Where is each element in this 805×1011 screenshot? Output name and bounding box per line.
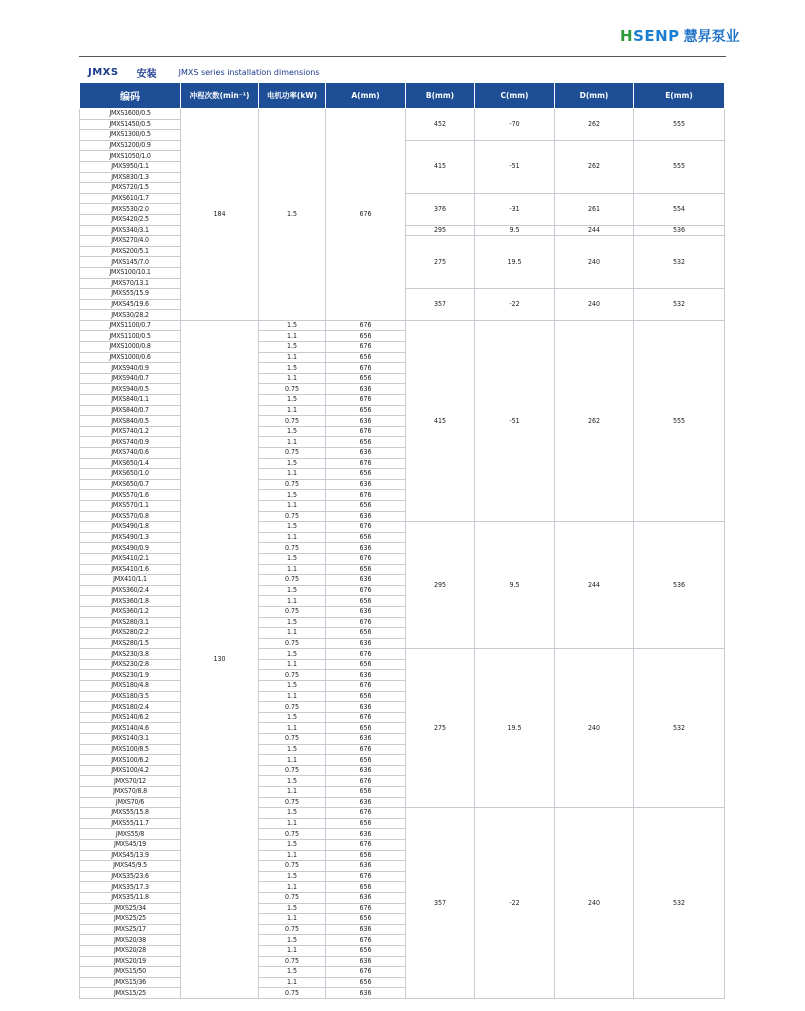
power-cell: 0.75 — [259, 416, 326, 427]
g1-dim-b: 357 — [406, 289, 475, 321]
g1-dim-b: 275 — [406, 236, 475, 289]
model-code-cell: JMXS570/1.6 — [80, 490, 181, 501]
power-cell: 1.1 — [259, 331, 326, 342]
stroke-cell: 130 — [181, 320, 259, 998]
dim-a-cell: 636 — [326, 829, 406, 840]
dim-a-cell: 636 — [326, 511, 406, 522]
power-cell: 1.5 — [259, 776, 326, 787]
model-code-cell: JMXS230/3.8 — [80, 649, 181, 660]
col-header-c: C(mm) — [475, 83, 555, 109]
model-code-cell: JMXS1000/0.8 — [80, 342, 181, 353]
model-code-cell: JMXS20/28 — [80, 945, 181, 956]
power-cell: 1.1 — [259, 755, 326, 766]
model-code-cell: JMXS180/2.4 — [80, 702, 181, 713]
dim-a-cell: 636 — [326, 448, 406, 459]
dim-a-cell: 656 — [326, 723, 406, 734]
model-code-cell: JMXS740/1.2 — [80, 426, 181, 437]
power-cell: 0.75 — [259, 797, 326, 808]
dim-a-cell: 636 — [326, 543, 406, 554]
model-code-cell: JMXS1450/0.5 — [80, 119, 181, 130]
power-cell: 1.5 — [259, 839, 326, 850]
dim-a-cell: 676 — [326, 342, 406, 353]
dim-a-cell: 676 — [326, 935, 406, 946]
model-code-cell: JMXS140/3.1 — [80, 734, 181, 745]
model-code-cell: JMXS1300/0.5 — [80, 130, 181, 141]
power-cell: 0.75 — [259, 448, 326, 459]
model-code-cell: JMXS830/1.3 — [80, 172, 181, 183]
col-header-a: A(mm) — [326, 83, 406, 109]
dim-a-cell: 636 — [326, 606, 406, 617]
dim-a-cell: 636 — [326, 988, 406, 999]
model-code-cell: JMXS35/23.6 — [80, 871, 181, 882]
model-code-cell: JMXS950/1.1 — [80, 161, 181, 172]
dim-a-cell: 676 — [326, 617, 406, 628]
power-cell: 0.75 — [259, 575, 326, 586]
model-code-cell: JMXS30/28.2 — [80, 310, 181, 321]
g1-dim-b: 376 — [406, 193, 475, 225]
g1-dim-d: 244 — [555, 225, 634, 236]
g1-dim-e: 532 — [634, 289, 725, 321]
model-code-cell: JMXS25/25 — [80, 914, 181, 925]
dim-a-cell: 676 — [326, 363, 406, 374]
power-cell: 1.5 — [259, 458, 326, 469]
model-code-cell: JMXS15/25 — [80, 988, 181, 999]
col-header-d: D(mm) — [555, 83, 634, 109]
model-code-cell: JMXS410/1.6 — [80, 564, 181, 575]
power-cell: 1.5 — [259, 967, 326, 978]
dim-a-cell: 676 — [326, 839, 406, 850]
power-cell: 1.5 — [259, 109, 326, 321]
dim-a-cell: 656 — [326, 787, 406, 798]
power-cell: 1.5 — [259, 553, 326, 564]
model-code-cell: JMXS490/1.3 — [80, 532, 181, 543]
dim-a-cell: 656 — [326, 659, 406, 670]
g1-dim-e: 555 — [634, 140, 725, 193]
g1-dim-e: 532 — [634, 236, 725, 289]
dim-a-cell: 636 — [326, 924, 406, 935]
dim-a-cell: 656 — [326, 977, 406, 988]
power-cell: 1.5 — [259, 712, 326, 723]
model-code-cell: JMXS740/0.9 — [80, 437, 181, 448]
power-cell: 0.75 — [259, 511, 326, 522]
brand-logo — [620, 26, 740, 46]
model-code-cell: JMXS570/0.8 — [80, 511, 181, 522]
col-header-b: B(mm) — [406, 83, 475, 109]
power-cell: 0.75 — [259, 892, 326, 903]
power-cell: 1.5 — [259, 363, 326, 374]
model-code-cell: JMXS55/11.7 — [80, 818, 181, 829]
heading-cn: 安装 — [136, 68, 157, 80]
dim-a-cell: 656 — [326, 691, 406, 702]
model-code-cell: JMXS55/15.9 — [80, 289, 181, 300]
g2-dim-c: -51 — [475, 320, 555, 521]
dim-a-cell: 676 — [326, 553, 406, 564]
power-cell: 0.75 — [259, 956, 326, 967]
power-cell: 1.5 — [259, 320, 326, 331]
power-cell: 1.1 — [259, 691, 326, 702]
model-code-cell: JMXS610/1.7 — [80, 193, 181, 204]
model-code-cell: JMXS45/19.6 — [80, 299, 181, 310]
dim-a-cell: 636 — [326, 892, 406, 903]
g2-dim-c: 9.5 — [475, 522, 555, 649]
power-cell: 0.75 — [259, 606, 326, 617]
power-cell: 1.5 — [259, 426, 326, 437]
power-cell: 1.1 — [259, 500, 326, 511]
model-code-cell: JMXS180/3.5 — [80, 691, 181, 702]
model-code-cell: JMXS70/8.8 — [80, 787, 181, 798]
g1-dim-d: 262 — [555, 140, 634, 193]
model-code-cell: JMXS45/19 — [80, 839, 181, 850]
power-cell: 1.1 — [259, 596, 326, 607]
power-cell: 1.1 — [259, 945, 326, 956]
dim-a-cell: 656 — [326, 628, 406, 639]
g1-dim-c: 19.5 — [475, 236, 555, 289]
dim-a-cell: 676 — [326, 871, 406, 882]
model-code-cell: JMXS45/13.9 — [80, 850, 181, 861]
dim-a-cell: 676 — [326, 808, 406, 819]
power-cell: 1.1 — [259, 914, 326, 925]
model-code-cell: JMXS1100/0.7 — [80, 320, 181, 331]
g1-dim-b: 415 — [406, 140, 475, 193]
dim-a-cell: 676 — [326, 903, 406, 914]
model-code-cell: JMXS360/2.4 — [80, 585, 181, 596]
dim-a-cell: 636 — [326, 765, 406, 776]
power-cell: 0.75 — [259, 702, 326, 713]
dim-a-cell: 656 — [326, 882, 406, 893]
dim-a-cell: 636 — [326, 734, 406, 745]
g1-dim-e: 536 — [634, 225, 725, 236]
model-code-cell: JMXS940/0.5 — [80, 384, 181, 395]
dim-a-cell: 676 — [326, 967, 406, 978]
g2-dim-e: 555 — [634, 320, 725, 521]
power-cell: 1.1 — [259, 659, 326, 670]
model-code-cell: JMXS530/2.0 — [80, 204, 181, 215]
dim-a-cell: 656 — [326, 945, 406, 956]
g2-dim-b: 275 — [406, 649, 475, 808]
dim-a-cell: 636 — [326, 575, 406, 586]
dim-a-cell: 656 — [326, 469, 406, 480]
power-cell: 1.1 — [259, 564, 326, 575]
model-code-cell: JMXS740/0.6 — [80, 448, 181, 459]
model-code-cell: JMXS20/19 — [80, 956, 181, 967]
model-code-cell: JMXS650/1.4 — [80, 458, 181, 469]
dim-a-cell: 656 — [326, 405, 406, 416]
power-cell: 1.1 — [259, 723, 326, 734]
model-code-cell: JMXS35/11.8 — [80, 892, 181, 903]
model-code-cell: JMXS70/6 — [80, 797, 181, 808]
dim-a-cell: 656 — [326, 437, 406, 448]
model-code-cell: JMXS1600/0.5 — [80, 109, 181, 120]
dim-a-cell: 676 — [326, 744, 406, 755]
dim-a-cell: 656 — [326, 352, 406, 363]
model-code-cell: JMXS45/9.5 — [80, 861, 181, 872]
dim-a-cell: 656 — [326, 755, 406, 766]
section-heading — [88, 65, 320, 79]
model-code-cell: JMXS35/17.3 — [80, 882, 181, 893]
model-code-cell: JMXS70/13.1 — [80, 278, 181, 289]
dim-a-cell: 676 — [326, 426, 406, 437]
model-code-cell: JMXS230/2.8 — [80, 659, 181, 670]
model-code-cell: JMXS940/0.7 — [80, 373, 181, 384]
power-cell: 0.75 — [259, 988, 326, 999]
dim-a-cell: 676 — [326, 649, 406, 660]
model-code-cell: JMXS280/1.5 — [80, 638, 181, 649]
col-header-stroke: 冲程次数(min⁻¹) — [181, 83, 259, 109]
dim-a-cell: 636 — [326, 384, 406, 395]
power-cell: 0.75 — [259, 765, 326, 776]
power-cell: 1.5 — [259, 744, 326, 755]
power-cell: 0.75 — [259, 543, 326, 554]
g2-dim-c: 19.5 — [475, 649, 555, 808]
model-code-cell: JMXS280/3.1 — [80, 617, 181, 628]
model-code-cell: JMXS410/2.1 — [80, 553, 181, 564]
model-code-cell: JMXS180/4.8 — [80, 681, 181, 692]
model-code-cell: JMXS940/0.9 — [80, 363, 181, 374]
model-code-cell: JMXS1050/1.0 — [80, 151, 181, 162]
col-header-code: 编码 — [80, 83, 181, 109]
model-code-cell: JMX410/1.1 — [80, 575, 181, 586]
power-cell: 0.75 — [259, 829, 326, 840]
model-code-cell: JMXS650/0.7 — [80, 479, 181, 490]
power-cell: 0.75 — [259, 638, 326, 649]
g2-dim-b: 295 — [406, 522, 475, 649]
g2-dim-e: 532 — [634, 649, 725, 808]
g1-dim-d: 261 — [555, 193, 634, 225]
g1-dim-c: -22 — [475, 289, 555, 321]
dim-a-cell: 656 — [326, 818, 406, 829]
g2-dim-e: 532 — [634, 808, 725, 999]
dim-a-cell: 676 — [326, 776, 406, 787]
g2-dim-d: 240 — [555, 808, 634, 999]
model-code-cell: JMXS15/36 — [80, 977, 181, 988]
power-cell: 1.5 — [259, 585, 326, 596]
dim-a-cell: 656 — [326, 500, 406, 511]
dim-a-cell: 676 — [326, 522, 406, 533]
model-code-cell: JMXS20/38 — [80, 935, 181, 946]
dim-a-cell: 676 — [326, 395, 406, 406]
model-code-cell: JMXS490/1.8 — [80, 522, 181, 533]
g1-dim-e: 554 — [634, 193, 725, 225]
model-code-cell: JMXS25/34 — [80, 903, 181, 914]
dim-a-cell: 636 — [326, 638, 406, 649]
power-cell: 1.1 — [259, 628, 326, 639]
dim-a-cell: 656 — [326, 564, 406, 575]
power-cell: 1.1 — [259, 787, 326, 798]
col-header-power: 电机功率(kW) — [259, 83, 326, 109]
stroke-cell: 184 — [181, 109, 259, 321]
power-cell: 1.5 — [259, 490, 326, 501]
power-cell: 1.5 — [259, 522, 326, 533]
dim-a-cell: 636 — [326, 416, 406, 427]
col-header-e: E(mm) — [634, 83, 725, 109]
model-code-cell: JMXS490/0.9 — [80, 543, 181, 554]
dim-a-cell: 676 — [326, 320, 406, 331]
power-cell: 1.1 — [259, 532, 326, 543]
power-cell: 1.5 — [259, 935, 326, 946]
power-cell: 1.5 — [259, 617, 326, 628]
dim-a-cell: 676 — [326, 585, 406, 596]
dim-a-cell: 636 — [326, 956, 406, 967]
model-code-cell: JMXS140/6.2 — [80, 712, 181, 723]
model-code-cell: JMXS140/4.6 — [80, 723, 181, 734]
power-cell: 1.1 — [259, 469, 326, 480]
model-code-cell: JMXS840/1.1 — [80, 395, 181, 406]
model-code-cell: JMXS360/1.2 — [80, 606, 181, 617]
table-row — [80, 109, 725, 120]
dim-a-cell: 636 — [326, 797, 406, 808]
model-code-cell: JMXS840/0.7 — [80, 405, 181, 416]
dim-a-cell: 656 — [326, 914, 406, 925]
model-code-cell: JMXS280/2.2 — [80, 628, 181, 639]
dim-a-cell: 676 — [326, 712, 406, 723]
power-cell: 1.1 — [259, 437, 326, 448]
g1-dim-d: 240 — [555, 289, 634, 321]
power-cell: 1.1 — [259, 818, 326, 829]
model-code-cell: JMXS1200/0.9 — [80, 140, 181, 151]
table-header-row — [80, 83, 725, 109]
power-cell: 1.1 — [259, 373, 326, 384]
power-cell: 0.75 — [259, 384, 326, 395]
power-cell: 1.5 — [259, 342, 326, 353]
g1-dim-c: -51 — [475, 140, 555, 193]
power-cell: 1.5 — [259, 871, 326, 882]
model-code-cell: JMXS230/1.9 — [80, 670, 181, 681]
dim-a-cell: 636 — [326, 702, 406, 713]
power-cell: 0.75 — [259, 861, 326, 872]
model-code-cell: JMXS100/4.2 — [80, 765, 181, 776]
heading-model: JMXS — [88, 66, 119, 78]
model-code-cell: JMXS25/17 — [80, 924, 181, 935]
g2-dim-b: 357 — [406, 808, 475, 999]
dim-a-cell: 676 — [326, 458, 406, 469]
g2-dim-c: -22 — [475, 808, 555, 999]
dim-a-cell: 656 — [326, 373, 406, 384]
power-cell: 0.75 — [259, 924, 326, 935]
g2-dim-d: 244 — [555, 522, 634, 649]
table-row — [80, 320, 725, 331]
table-row — [80, 522, 725, 533]
dim-a-cell: 636 — [326, 670, 406, 681]
model-code-cell: JMXS200/5.1 — [80, 246, 181, 257]
g1-dim-d: 240 — [555, 236, 634, 289]
power-cell: 0.75 — [259, 670, 326, 681]
model-code-cell: JMXS360/1.8 — [80, 596, 181, 607]
power-cell: 1.1 — [259, 405, 326, 416]
model-code-cell: JMXS570/1.1 — [80, 500, 181, 511]
brand-logo-en: HSENP — [620, 27, 680, 45]
g1-dim-b: 452 — [406, 109, 475, 141]
dim-a-cell: 656 — [326, 596, 406, 607]
model-code-cell: JMXS340/3.1 — [80, 225, 181, 236]
brand-logo-cn: 慧昇泵业 — [683, 29, 740, 45]
power-cell: 1.5 — [259, 903, 326, 914]
g1-dim-c: -31 — [475, 193, 555, 225]
model-code-cell: JMXS70/12 — [80, 776, 181, 787]
g1-dim-c: 9.5 — [475, 225, 555, 236]
dim-a-cell: 676 — [326, 109, 406, 321]
table-row — [80, 808, 725, 819]
model-code-cell: JMXS100/10.1 — [80, 267, 181, 278]
model-code-cell: JMXS270/4.0 — [80, 236, 181, 247]
power-cell: 1.1 — [259, 882, 326, 893]
model-code-cell: JMXS650/1.0 — [80, 469, 181, 480]
g1-dim-c: -70 — [475, 109, 555, 141]
model-code-cell: JMXS420/2.5 — [80, 214, 181, 225]
power-cell: 1.1 — [259, 352, 326, 363]
dim-a-cell: 656 — [326, 532, 406, 543]
g2-dim-b: 415 — [406, 320, 475, 521]
heading-en: JMXS series installation dimensions — [178, 67, 320, 77]
model-code-cell: JMXS55/8 — [80, 829, 181, 840]
model-code-cell: JMXS100/6.2 — [80, 755, 181, 766]
model-code-cell: JMXS840/0.5 — [80, 416, 181, 427]
g1-dim-d: 262 — [555, 109, 634, 141]
power-cell: 1.1 — [259, 850, 326, 861]
power-cell: 1.5 — [259, 649, 326, 660]
g2-dim-d: 262 — [555, 320, 634, 521]
header-divider — [79, 56, 726, 57]
power-cell: 1.5 — [259, 808, 326, 819]
model-code-cell: JMXS145/7.0 — [80, 257, 181, 268]
power-cell: 1.5 — [259, 395, 326, 406]
model-code-cell: JMXS55/15.8 — [80, 808, 181, 819]
model-code-cell: JMXS15/50 — [80, 967, 181, 978]
installation-dimensions-table — [79, 82, 725, 999]
g1-dim-b: 295 — [406, 225, 475, 236]
g1-dim-e: 555 — [634, 109, 725, 141]
dim-a-cell: 636 — [326, 861, 406, 872]
power-cell: 1.5 — [259, 681, 326, 692]
power-cell: 0.75 — [259, 479, 326, 490]
model-code-cell: JMXS100/8.5 — [80, 744, 181, 755]
g2-dim-d: 240 — [555, 649, 634, 808]
dim-a-cell: 676 — [326, 490, 406, 501]
dim-a-cell: 656 — [326, 331, 406, 342]
model-code-cell: JMXS720/1.5 — [80, 183, 181, 194]
dim-a-cell: 636 — [326, 479, 406, 490]
model-code-cell: JMXS1000/0.6 — [80, 352, 181, 363]
model-code-cell: JMXS1100/0.5 — [80, 331, 181, 342]
table-row — [80, 649, 725, 660]
dim-a-cell: 656 — [326, 850, 406, 861]
power-cell: 0.75 — [259, 734, 326, 745]
dim-a-cell: 676 — [326, 681, 406, 692]
g2-dim-e: 536 — [634, 522, 725, 649]
power-cell: 1.1 — [259, 977, 326, 988]
